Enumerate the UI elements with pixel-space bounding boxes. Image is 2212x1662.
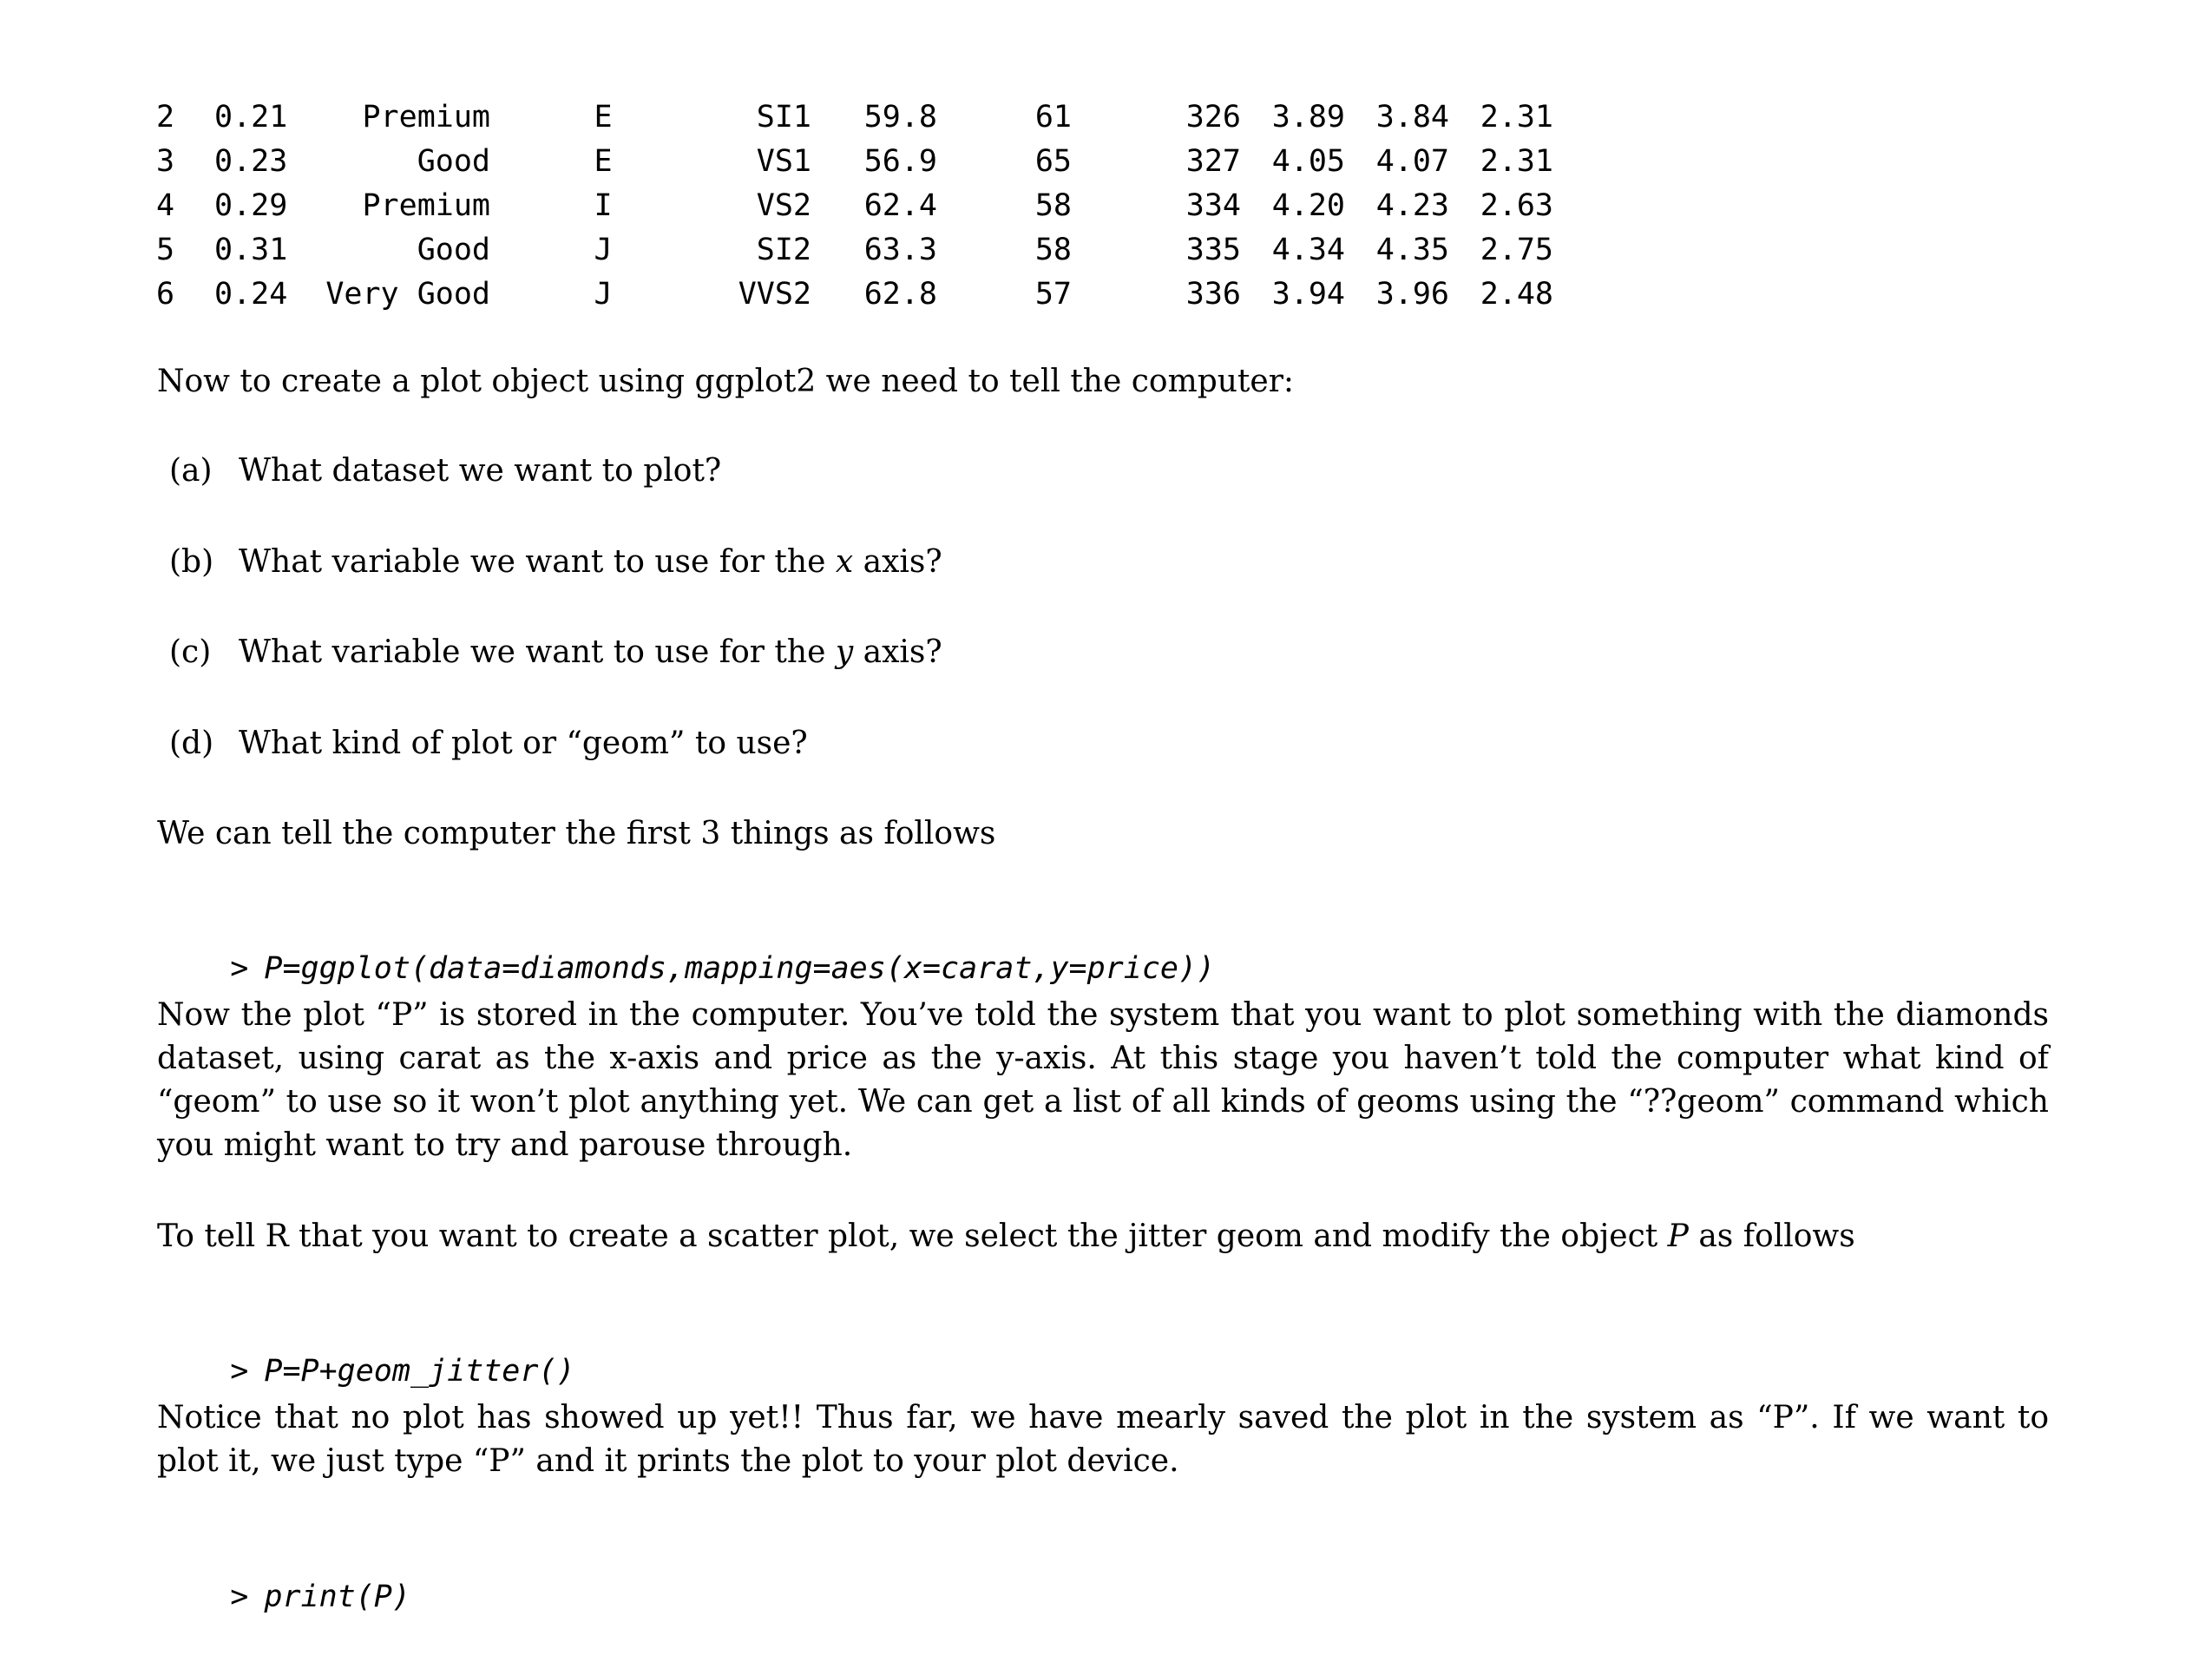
cell-y: 3.84 <box>1375 100 1449 135</box>
cell-table: 58 <box>1034 188 1072 223</box>
cell-clarity: VS1 <box>756 144 811 179</box>
code-text: P=P+geom_jitter() <box>264 1354 575 1389</box>
cell-clarity: VVS2 <box>738 277 811 312</box>
code-prompt: > <box>230 1354 249 1389</box>
list-text: What variable we want to use for the x axis? <box>239 544 942 580</box>
cell-carat: 0.21 <box>214 100 288 135</box>
cell-carat: 0.23 <box>214 144 288 179</box>
cell-color: J <box>594 233 613 267</box>
cell-color: E <box>594 100 613 135</box>
cell-depth: 59.8 <box>863 100 937 135</box>
cell-y: 4.23 <box>1375 188 1449 223</box>
cell-row-index: 5 <box>156 233 175 267</box>
cell-cut: Very Good <box>325 277 490 312</box>
code-text: print(P) <box>264 1580 410 1614</box>
cell-row-index: 4 <box>156 188 175 223</box>
cell-y: 4.07 <box>1375 144 1449 179</box>
list-item-b <box>169 541 942 584</box>
cell-row-index: 3 <box>156 144 175 179</box>
cell-price: 336 <box>1185 277 1241 312</box>
cell-x: 4.05 <box>1271 144 1345 179</box>
cell-z: 2.31 <box>1480 100 1553 135</box>
cell-x: 3.94 <box>1271 277 1345 312</box>
notice-paragraph: Notice that no plot has showed up yet!! Thus far, we have mearly saved the plot in the system as “P”. If we want to plot it, we just type “P” and it prints the plot to your plot device. <box>157 1400 2049 1479</box>
cell-cut: Premium <box>362 188 490 223</box>
cell-table: 65 <box>1034 144 1072 179</box>
cell-z: 2.31 <box>1480 144 1553 179</box>
cell-depth: 62.8 <box>863 277 937 312</box>
cell-table: 57 <box>1034 277 1072 312</box>
cell-depth: 56.9 <box>863 144 937 179</box>
cell-cut: Good <box>417 144 490 179</box>
list-label: (d) <box>169 726 214 761</box>
first-three-paragraph: We can tell the computer the first 3 things as follows <box>157 816 996 851</box>
list-item-a <box>169 450 721 493</box>
cell-cut: Good <box>417 233 490 267</box>
cell-carat: 0.29 <box>214 188 288 223</box>
cell-price: 326 <box>1185 100 1241 135</box>
cell-x: 4.34 <box>1271 233 1345 267</box>
list-text: What dataset we want to plot? <box>239 453 722 489</box>
code-prompt: > <box>230 1580 249 1614</box>
cell-y: 4.35 <box>1375 233 1449 267</box>
list-text: What variable we want to use for the y axis? <box>239 634 942 670</box>
cell-z: 2.48 <box>1480 277 1553 312</box>
cell-cut: Premium <box>362 100 490 135</box>
cell-x: 4.20 <box>1271 188 1345 223</box>
stored-paragraph: Now the plot “P” is stored in the computer. You’ve told the system that you want to plot something with the diamonds dataset, using carat as the x-axis and price as the y-axis. At this stage you haven’t told the computer what kind of “geom” to use so it won’t plot anything yet. We can get a list of all kinds of geoms using the “??geom” command which you might want to try and parouse through. <box>157 997 2049 1163</box>
cell-clarity: VS2 <box>756 188 811 223</box>
list-label: (c) <box>169 634 212 670</box>
code-text: P=ggplot(data=diamonds,mapping=aes(x=carat,y=price)) <box>264 951 1216 986</box>
cell-y: 3.96 <box>1375 277 1449 312</box>
scatter-paragraph: To tell R that you want to create a scatter plot, we select the jitter geom and modify the object P as follows <box>157 1219 1855 1254</box>
code-prompt: > <box>230 951 249 986</box>
cell-table: 58 <box>1034 233 1072 267</box>
cell-price: 335 <box>1185 233 1241 267</box>
cell-price: 334 <box>1185 188 1241 223</box>
cell-z: 2.75 <box>1480 233 1553 267</box>
cell-color: E <box>594 144 613 179</box>
cell-color: J <box>594 277 613 312</box>
cell-x: 3.89 <box>1271 100 1345 135</box>
cell-depth: 63.3 <box>863 233 937 267</box>
cell-table: 61 <box>1034 100 1072 135</box>
list-item-d <box>169 722 808 765</box>
list-label: (b) <box>169 544 214 580</box>
list-text: What kind of plot or “geom” to use? <box>239 726 808 761</box>
list-label: (a) <box>169 453 213 489</box>
cell-clarity: SI2 <box>756 233 811 267</box>
cell-z: 2.63 <box>1480 188 1553 223</box>
list-item-c <box>169 631 942 674</box>
intro-paragraph: Now to create a plot object using ggplot2 we need to tell the computer: <box>157 364 1295 399</box>
cell-row-index: 6 <box>156 277 175 312</box>
cell-carat: 0.31 <box>214 233 288 267</box>
cell-clarity: SI1 <box>756 100 811 135</box>
cell-carat: 0.24 <box>214 277 288 312</box>
cell-depth: 62.4 <box>863 188 937 223</box>
cell-price: 327 <box>1185 144 1241 179</box>
code-line-print <box>157 1532 410 1662</box>
cell-row-index: 2 <box>156 100 175 135</box>
cell-color: I <box>594 188 613 223</box>
